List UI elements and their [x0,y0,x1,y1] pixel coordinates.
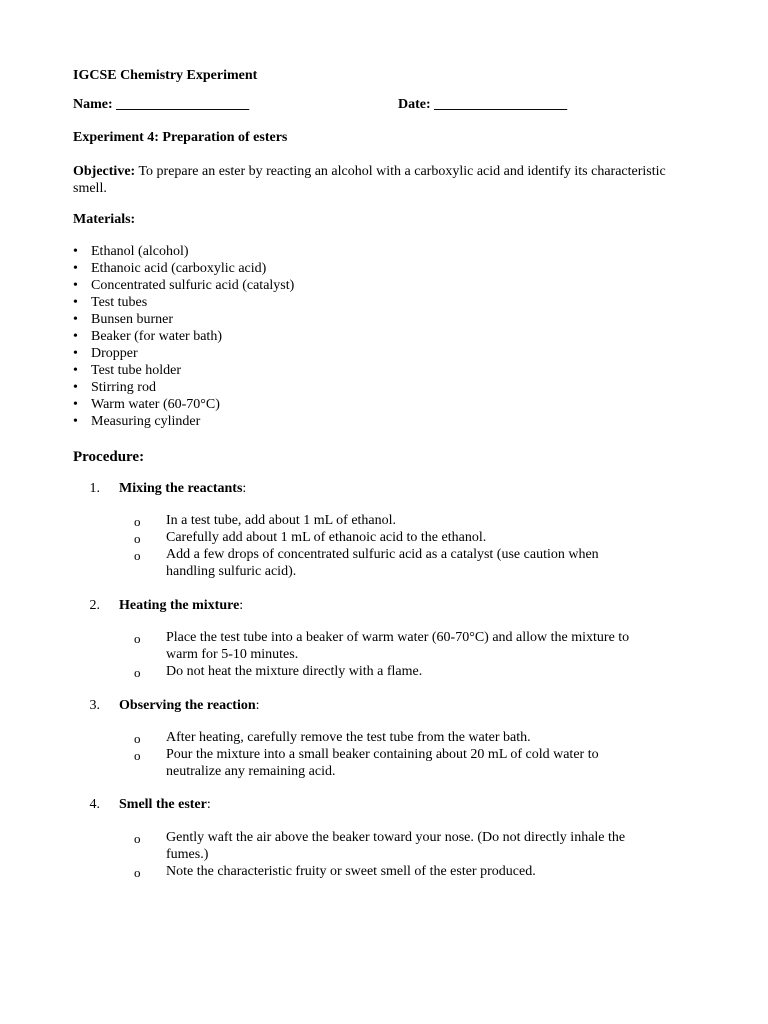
sub-item: o Pour the mixture into a small beaker containing about 20 mL of cold water to neutralize any remaining acid. [134,747,599,779]
materials-heading: Materials: [73,212,136,227]
date-field [398,96,567,113]
step-number: 2. [89,598,100,613]
bullet-icon: • [73,329,78,344]
bullet-icon: • [73,397,78,412]
circle-bullet-icon: o [134,865,141,880]
step-title: Smell the ester: [119,797,211,812]
step-number: 3. [89,698,100,713]
circle-bullet-icon: o [134,514,141,529]
step-number: 4. [89,797,100,812]
experiment-title: Experiment 4: Preparation of esters [73,130,288,145]
bullet-icon: • [73,363,78,378]
sub-item: o Add a few drops of concentrated sulfuric acid as a catalyst (use caution when handling sulfuric acid). [134,547,599,579]
list-item: • Warm water (60-70°C) [73,397,220,412]
objective [73,163,693,197]
materials-list [73,243,294,430]
bullet-icon: • [73,278,78,293]
list-item: • Dropper [73,346,138,361]
list-item: • Bunsen burner [73,312,174,327]
step-title: Observing the reaction: [119,698,260,713]
objective-text-cont: smell. [73,181,107,196]
bullet-icon: • [73,346,78,361]
step-title: Mixing the reactants: [119,481,247,496]
circle-bullet-icon: o [134,748,141,763]
bullet-icon: • [73,244,78,259]
circle-bullet-icon: o [134,548,141,563]
circle-bullet-icon: o [134,531,141,546]
list-item: • Test tubes [73,295,148,310]
bullet-icon: • [73,312,78,327]
step-number: 1. [89,481,100,496]
circle-bullet-icon: o [134,631,141,646]
procedure-heading: Procedure: [73,449,145,465]
list-item: • Concentrated sulfuric acid (catalyst) [73,278,295,293]
bullet-icon: • [73,414,78,429]
circle-bullet-icon: o [134,731,141,746]
document-title: IGCSE Chemistry Experiment [73,68,258,83]
sub-item: o Carefully add about 1 mL of ethanoic acid to the ethanol. [134,530,487,546]
sub-item: o Gently waft the air above the beaker toward your nose. (Do not directly inhale the fumes.) [134,830,626,862]
sub-item: o Note the characteristic fruity or sweet smell of the ester produced. [134,864,536,880]
date-label: Date: [398,97,431,112]
name-field [73,96,249,113]
list-item: • Beaker (for water bath) [73,329,222,344]
circle-bullet-icon: o [134,665,141,680]
bullet-icon: • [73,261,78,276]
bullet-icon: • [73,380,78,395]
sub-item: o Do not heat the mixture directly with a flame. [134,664,423,680]
list-item: • Measuring cylinder [73,414,201,429]
list-item: • Ethanoic acid (carboxylic acid) [73,261,267,276]
list-item: • Ethanol (alcohol) [73,244,189,259]
bullet-icon: • [73,295,78,310]
objective-label: Objective: [73,164,136,179]
sub-item: o After heating, carefully remove the test tube from the water bath. [134,730,531,746]
list-item: • Stirring rod [73,380,156,395]
date-blank: ___________________ [434,97,568,112]
sub-item: o Place the test tube into a beaker of warm water (60-70°C) and allow the mixture to warm for 5-10 minutes. [134,630,630,662]
name-label: Name: [73,97,113,112]
step-title: Heating the mixture: [119,598,244,613]
sub-item: o In a test tube, add about 1 mL of ethanol. [134,513,397,529]
objective-text: To prepare an ester by reacting an alcohol with a carboxylic acid and identify its characteristic [138,164,666,179]
circle-bullet-icon: o [134,831,141,846]
list-item: • Test tube holder [73,363,181,378]
name-blank: ___________________ [116,97,250,112]
